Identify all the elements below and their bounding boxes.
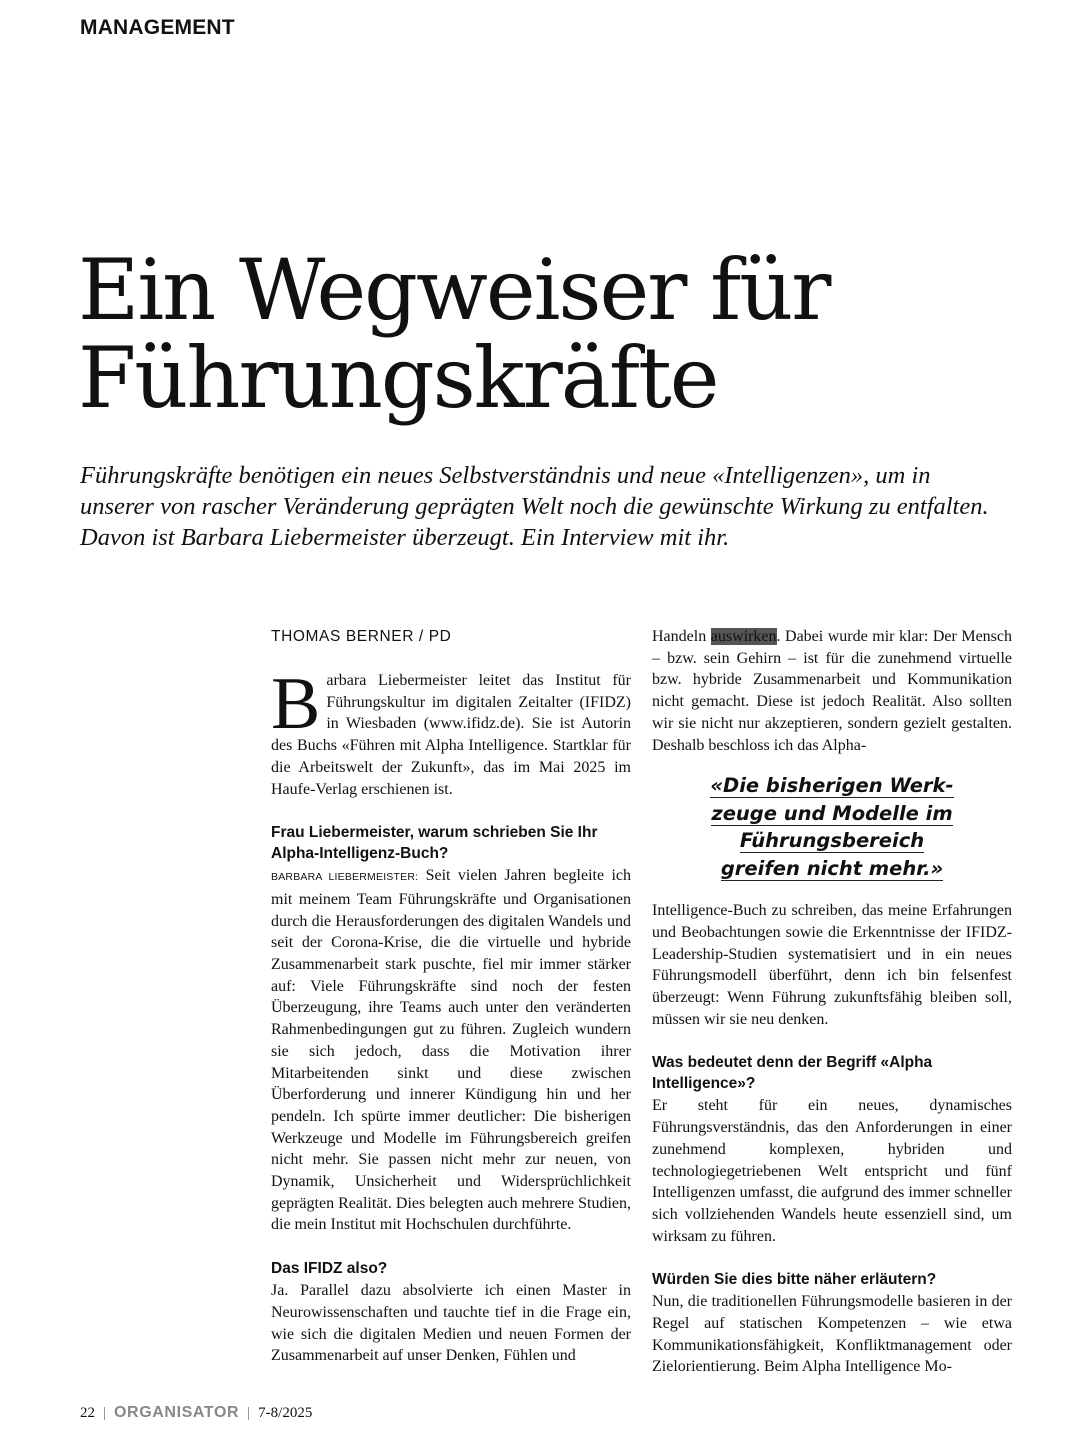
author-byline: THOMAS BERNER / PD [271, 628, 452, 645]
lead-paragraph: Führungskräfte benötigen ein neues Selbstverständnis und neue «Intelligenzen», um in unserer von rascher Veränderung geprägten Welt noch die gewünschte Wirkung zu entfalten. Davon ist Barbara Liebermeister überzeugt. Ein Interview mit ihr. [80, 462, 989, 551]
section-label: MANAGEMENT [80, 16, 235, 39]
pull-quote-line-2: zeuge und Modelle im [711, 801, 953, 825]
speaker-label: BARBARA LIEBERMEISTER: [271, 871, 419, 884]
headline [78, 241, 830, 427]
interview-question-2: Das IFIDZ also? [271, 1260, 388, 1278]
interview-question-4: Würden Sie dies bitte näher erläutern? [652, 1271, 937, 1289]
issue-number: 7-8/2025 [258, 1404, 313, 1421]
interview-answer-3: Er steht für ein neues, dynamisches Führungsverständnis, das den Anforderungen in einer zunehmend komplexen, hybriden und technologiegetriebenen Welt entspricht und fünf Intelligenzen umfasst, die aufgrund des immer schneller sich vollziehenden Wandels heute essenziell sind, um wirksam zu führen. [652, 1097, 1012, 1245]
footer-separator-2: | [247, 1404, 251, 1421]
answer-2-continued-before: Handeln [652, 628, 707, 645]
intro-paragraph [271, 663, 631, 800]
headline-line-2: Führungskräfte [78, 329, 718, 427]
interview-question-1: Frau Liebermeister, warum schrieben Sie Ihr Alpha-Intelligenz-Buch? [271, 824, 598, 863]
pull-quote [707, 772, 957, 882]
answer-2-conclusion: Intelligence-Buch zu schreiben, das meine Erfahrungen und Beobachtungen sowie die Erkenntnisse der IFIDZ-Leadership-Studien systematisiert und in ein neues Führungsmodell überführt, denn ich bin felsenfest überzeugt: Wenn Führung zukunftsfähig bleiben soll, müssen wir sie neu denken. [652, 902, 1012, 1028]
highlighted-word[interactable]: auswirken [710, 628, 777, 645]
interview-question-3: Was bedeutet denn der Begriff «Alpha Intelligence»? [652, 1054, 933, 1093]
interview-answer-4: Nun, die traditionellen Führungsmodelle basieren in der Regel auf statischen Kompetenzen – wie etwa Kommunikationsfähigkeit, Konfliktmanagement oder Zielorientierung. Beim Alpha Intelligence Mo- [652, 1293, 1012, 1376]
interview-answer-1 [271, 865, 631, 1236]
answer-2-continued [652, 626, 1012, 756]
interview-answer-2: Ja. Parallel dazu absolvierte ich einen Master in Neurowissenschaften und tauchte tief in die Frage ein, wie sich die digitalen Medien und neuen Formen der Zusammenarbeit auf unser Denken, Fühlen und [271, 1282, 631, 1365]
answer-1-text: Seit vielen Jahren begleite ich mit meinem Team Führungskräfte und Organisationen durch die Herausforderungen des digitalen Wandels und seit der Corona-Krise, die die virtuelle und hybride Zusammenarbeit stark puschte, fiel mir immer stärker auf: Viele Führungskräfte sind noch der festen Überzeugung, ihre Teams auch unter den veränderten Rahmenbedingungen gut zu führen. Zugleich wundern sie sich jedoch, dass die Motivation ihrer Mitarbeitenden sinkt und diese zwischen Überforderung und innerer Kündigung hin und her pendeln. Ich spürte immer deutlicher: Die bisherigen Werkzeuge und Modelle im Führungsbereich greifen nicht mehr. Sie passen nicht mehr zur neuen, von Dynamik, Unsicherheit und Widersprüchlichkeit geprägten Realität. Dies belegten auch mehrere Studien, die mein Institut mit Hochschulen durchführte. [271, 867, 632, 1234]
pull-quote-line-3: Führungsbereich [739, 829, 925, 853]
article-column-right [652, 626, 1012, 1378]
article-column-left [271, 626, 631, 1367]
pull-quote-line-1: «Die bisherigen Werk- [710, 774, 954, 798]
page-number: 22 [80, 1404, 95, 1421]
magazine-logo: ORGANISATOR [114, 1404, 240, 1421]
drop-cap: B [271, 663, 321, 745]
page-footer [80, 1404, 312, 1422]
headline-line-1: Ein Wegweiser für [78, 241, 830, 339]
pull-quote-line-4: greifen nicht mehr.» [720, 856, 944, 880]
footer-separator-1: | [103, 1404, 107, 1421]
answer-2-continued-after: . Dabei wurde mir klar: Der Mensch – bzw. sein Gehirn – ist für die zunehmend virtuelle bzw. hybride Zusammenarbeit und Kommunikation nicht gemacht. Diese ist jedoch Realität. Also sollten wir sie nicht nur akzeptieren, sondern gezielt gestalten. Deshalb beschloss ich das Alpha- [652, 628, 1013, 754]
intro-text: arbara Liebermeister leitet das Institut für Führungskultur im digitalen Zeitalter (IFIDZ) in Wiesbaden (www.ifidz.de). Sie ist Autorin des Buchs «Führen mit Alpha Intelligence. Startklar für die Arbeitswelt der Zukunft», das im Mai 2025 im Haufe-Verlag erschienen ist. [271, 672, 631, 798]
